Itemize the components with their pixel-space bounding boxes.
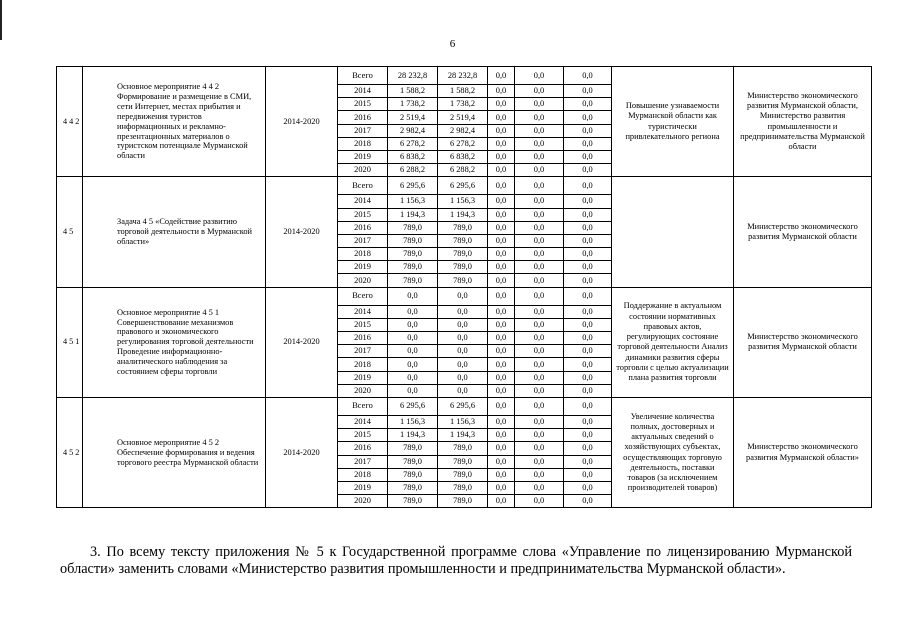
amount-cell: 0,0: [515, 287, 564, 305]
amount-cell: 0,0: [564, 495, 612, 508]
amount-cell: 0,0: [564, 137, 612, 150]
year-cell: Всего: [338, 397, 388, 415]
year-cell: 2015: [338, 429, 388, 442]
amount-cell: 1 588,2: [388, 85, 438, 98]
activity-name-cell: Основное мероприятие 4 5 2 Обеспечение формирования и ведения торгового реестра Мурманской области: [83, 397, 266, 507]
amount-cell: 789,0: [438, 234, 488, 247]
amount-cell: 0,0: [488, 85, 515, 98]
amount-cell: 0,0: [515, 221, 564, 234]
amount-cell: 789,0: [388, 468, 438, 481]
amount-cell: 0,0: [488, 261, 515, 274]
executor-cell: Министерство экономического развития Мурманской области»: [734, 397, 872, 507]
amount-cell: 0,0: [564, 318, 612, 331]
executor-cell: Министерство экономического развития Мурманской области, Министерство развития промышленности и предпринимательства Мурманской области: [734, 67, 872, 177]
year-cell: 2014: [338, 195, 388, 208]
amount-cell: 789,0: [388, 455, 438, 468]
amount-cell: 0,0: [438, 384, 488, 397]
amount-cell: 0,0: [564, 397, 612, 415]
table-row: [57, 397, 872, 415]
table-row: [57, 67, 872, 85]
year-cell: Всего: [338, 287, 388, 305]
amount-cell: 1 156,3: [438, 415, 488, 428]
amount-cell: 0,0: [564, 287, 612, 305]
executor-cell: Министерство экономического развития Мурманской области: [734, 177, 872, 287]
amount-cell: 0,0: [564, 468, 612, 481]
year-cell: 2016: [338, 332, 388, 345]
amount-cell: 0,0: [515, 455, 564, 468]
amount-cell: 0,0: [388, 371, 438, 384]
amount-cell: 0,0: [488, 442, 515, 455]
page-number: 6: [449, 38, 456, 50]
amount-cell: 0,0: [488, 287, 515, 305]
amount-cell: 789,0: [438, 481, 488, 494]
amount-cell: 789,0: [388, 248, 438, 261]
year-cell: 2017: [338, 234, 388, 247]
amount-cell: 28 232,8: [438, 67, 488, 85]
amount-cell: 0,0: [515, 481, 564, 494]
amount-cell: 0,0: [515, 358, 564, 371]
amount-cell: 789,0: [388, 495, 438, 508]
amount-cell: 0,0: [564, 274, 612, 287]
amount-cell: 0,0: [515, 371, 564, 384]
period-cell: 2014-2020: [266, 397, 338, 507]
amount-cell: 1 194,3: [438, 208, 488, 221]
amount-cell: 0,0: [564, 371, 612, 384]
amount-cell: 789,0: [438, 221, 488, 234]
period-cell: 2014-2020: [266, 287, 338, 397]
amount-cell: 0,0: [438, 345, 488, 358]
amount-cell: 0,0: [515, 208, 564, 221]
year-cell: Всего: [338, 67, 388, 85]
amount-cell: 0,0: [564, 455, 612, 468]
amount-cell: 0,0: [488, 208, 515, 221]
amount-cell: 0,0: [488, 332, 515, 345]
period-cell: 2014-2020: [266, 177, 338, 287]
amount-cell: 0,0: [515, 318, 564, 331]
amount-cell: 0,0: [488, 248, 515, 261]
amount-cell: 0,0: [564, 98, 612, 111]
amount-cell: 0,0: [488, 98, 515, 111]
table-body: [57, 67, 872, 508]
amount-cell: 0,0: [438, 287, 488, 305]
amount-cell: 0,0: [564, 442, 612, 455]
amount-cell: 0,0: [515, 305, 564, 318]
amount-cell: 6 278,2: [438, 137, 488, 150]
amount-cell: 789,0: [388, 234, 438, 247]
amount-cell: 1 156,3: [388, 195, 438, 208]
amount-cell: 0,0: [488, 67, 515, 85]
year-cell: 2014: [338, 415, 388, 428]
amount-cell: 0,0: [564, 177, 612, 195]
amount-cell: 789,0: [438, 442, 488, 455]
amount-cell: 0,0: [515, 98, 564, 111]
amount-cell: 0,0: [488, 495, 515, 508]
year-cell: 2018: [338, 358, 388, 371]
amount-cell: 0,0: [488, 429, 515, 442]
amount-cell: 0,0: [564, 429, 612, 442]
amount-cell: 0,0: [515, 468, 564, 481]
amount-cell: 0,0: [564, 150, 612, 163]
amount-cell: 1 738,2: [388, 98, 438, 111]
amount-cell: 1 588,2: [438, 85, 488, 98]
year-cell: 2020: [338, 384, 388, 397]
amount-cell: 0,0: [488, 111, 515, 124]
amount-cell: 0,0: [488, 137, 515, 150]
year-cell: 2017: [338, 455, 388, 468]
year-cell: 2019: [338, 261, 388, 274]
amount-cell: 6 295,6: [388, 397, 438, 415]
amount-cell: 0,0: [515, 415, 564, 428]
amount-cell: 0,0: [388, 318, 438, 331]
amount-cell: 0,0: [515, 234, 564, 247]
amount-cell: 6 288,2: [438, 164, 488, 177]
amount-cell: 0,0: [515, 261, 564, 274]
amount-cell: 0,0: [438, 358, 488, 371]
year-cell: 2016: [338, 442, 388, 455]
amount-cell: 0,0: [515, 384, 564, 397]
amount-cell: 0,0: [564, 305, 612, 318]
amount-cell: 0,0: [488, 384, 515, 397]
amount-cell: 789,0: [438, 495, 488, 508]
year-cell: 2014: [338, 305, 388, 318]
amount-cell: 0,0: [564, 208, 612, 221]
year-cell: 2020: [338, 164, 388, 177]
amount-cell: 0,0: [564, 358, 612, 371]
amount-cell: 0,0: [488, 177, 515, 195]
row-code-cell: 4 4 2: [57, 67, 83, 177]
result-indicator-cell: Увеличение количества полных, достоверных и актуальных сведений о хозяйствующих субъектах, осуществляющих торговую деятельность, поставки товаров (за исключением производителей товаров): [612, 397, 734, 507]
year-cell: 2015: [338, 98, 388, 111]
amount-cell: 1 194,3: [388, 208, 438, 221]
amount-cell: 0,0: [515, 495, 564, 508]
amount-cell: 0,0: [488, 150, 515, 163]
amount-cell: 0,0: [564, 261, 612, 274]
amount-cell: 1 738,2: [438, 98, 488, 111]
table-row: [57, 177, 872, 195]
year-cell: 2015: [338, 208, 388, 221]
table-row: [57, 287, 872, 305]
amount-cell: 789,0: [438, 248, 488, 261]
amount-cell: 0,0: [564, 332, 612, 345]
amount-cell: 0,0: [564, 85, 612, 98]
amount-cell: 0,0: [515, 397, 564, 415]
amount-cell: 0,0: [564, 67, 612, 85]
amount-cell: 0,0: [564, 164, 612, 177]
amount-cell: 0,0: [488, 195, 515, 208]
amount-cell: 0,0: [564, 111, 612, 124]
period-cell: 2014-2020: [266, 67, 338, 177]
executor-cell: Министерство экономического развития Мурманской области: [734, 287, 872, 397]
result-indicator-cell: Повышение узнаваемости Мурманской области как туристически привлекательного региона: [612, 67, 734, 177]
amount-cell: 1 156,3: [438, 195, 488, 208]
amount-cell: 789,0: [388, 442, 438, 455]
amount-cell: 6 295,6: [388, 177, 438, 195]
amount-cell: 0,0: [515, 177, 564, 195]
amount-cell: 789,0: [438, 455, 488, 468]
amount-cell: 0,0: [488, 397, 515, 415]
row-code-cell: 4 5 2: [57, 397, 83, 507]
amount-cell: 2 519,4: [388, 111, 438, 124]
amount-cell: 0,0: [488, 358, 515, 371]
amount-cell: 2 982,4: [438, 124, 488, 137]
year-cell: 2019: [338, 150, 388, 163]
amount-cell: 0,0: [388, 287, 438, 305]
year-cell: 2020: [338, 495, 388, 508]
amount-cell: 6 295,6: [438, 177, 488, 195]
amount-cell: 0,0: [388, 358, 438, 371]
amount-cell: 0,0: [515, 111, 564, 124]
amount-cell: 0,0: [388, 384, 438, 397]
row-code-cell: 4 5: [57, 177, 83, 287]
year-cell: 2016: [338, 111, 388, 124]
amount-cell: 0,0: [564, 345, 612, 358]
activity-name-cell: Задача 4 5 «Содействие развитию торговой деятельности в Мурманской области»: [83, 177, 266, 287]
amount-cell: 0,0: [488, 415, 515, 428]
amount-cell: 0,0: [488, 124, 515, 137]
year-cell: 2017: [338, 124, 388, 137]
amount-cell: 6 295,6: [438, 397, 488, 415]
amount-cell: 1 156,3: [388, 415, 438, 428]
amount-cell: 0,0: [515, 67, 564, 85]
amount-cell: 0,0: [564, 124, 612, 137]
amount-cell: 0,0: [488, 481, 515, 494]
scan-edge-mark: [0, 0, 2, 40]
amount-cell: 789,0: [438, 274, 488, 287]
year-cell: 2019: [338, 371, 388, 384]
amount-cell: 0,0: [488, 371, 515, 384]
amount-cell: 6 278,2: [388, 137, 438, 150]
amount-cell: 0,0: [515, 274, 564, 287]
amount-cell: 0,0: [515, 124, 564, 137]
amount-cell: 0,0: [515, 332, 564, 345]
amount-cell: 0,0: [564, 221, 612, 234]
amount-cell: 0,0: [515, 85, 564, 98]
result-indicator-cell: [612, 177, 734, 287]
year-cell: Всего: [338, 177, 388, 195]
amendment-paragraph: 3. По всему тексту приложения № 5 к Государственной программе слова «Управление по лицензированию Мурманской области» заменить словами «Министерство развития промышленности и предпринимательства Мурманской области».: [60, 544, 852, 577]
activity-name-cell: Основное мероприятие 4 5 1 Совершенствование механизмов правового и экономического регулирования торговой деятельности Проведение информационно-аналитического наблюдения за состоянием сферы торговли: [83, 287, 266, 397]
amount-cell: 6 838,2: [438, 150, 488, 163]
amount-cell: 789,0: [438, 261, 488, 274]
amount-cell: 0,0: [564, 384, 612, 397]
amount-cell: 0,0: [488, 164, 515, 177]
amount-cell: 0,0: [515, 429, 564, 442]
year-cell: 2017: [338, 345, 388, 358]
amount-cell: 6 288,2: [388, 164, 438, 177]
year-cell: 2020: [338, 274, 388, 287]
amount-cell: 0,0: [515, 248, 564, 261]
amount-cell: 789,0: [388, 261, 438, 274]
amount-cell: 789,0: [438, 468, 488, 481]
amount-cell: 0,0: [438, 371, 488, 384]
amount-cell: 2 519,4: [438, 111, 488, 124]
amount-cell: 0,0: [488, 221, 515, 234]
amount-cell: 1 194,3: [438, 429, 488, 442]
amount-cell: 1 194,3: [388, 429, 438, 442]
amount-cell: 0,0: [564, 248, 612, 261]
amount-cell: 0,0: [388, 332, 438, 345]
amount-cell: 0,0: [515, 442, 564, 455]
amount-cell: 0,0: [488, 468, 515, 481]
year-cell: 2018: [338, 468, 388, 481]
amount-cell: 0,0: [515, 137, 564, 150]
activity-name-cell: Основное мероприятие 4 4 2 Формирование и размещение в СМИ, сети Интернет, местах прибытия и передвижения туристов информационных и рекламно-презентационных материалов о туристском потенциале Мурманской области: [83, 67, 266, 177]
amount-cell: 0,0: [564, 481, 612, 494]
amount-cell: 0,0: [515, 150, 564, 163]
amount-cell: 0,0: [438, 318, 488, 331]
amount-cell: 0,0: [488, 318, 515, 331]
amount-cell: 0,0: [488, 455, 515, 468]
year-cell: 2018: [338, 248, 388, 261]
amount-cell: 28 232,8: [388, 67, 438, 85]
year-cell: 2015: [338, 318, 388, 331]
year-cell: 2016: [338, 221, 388, 234]
amount-cell: 6 838,2: [388, 150, 438, 163]
amount-cell: 789,0: [388, 221, 438, 234]
amount-cell: 0,0: [564, 234, 612, 247]
amount-cell: 0,0: [515, 345, 564, 358]
amount-cell: 0,0: [388, 305, 438, 318]
amount-cell: 0,0: [438, 332, 488, 345]
amount-cell: 0,0: [488, 305, 515, 318]
year-cell: 2018: [338, 137, 388, 150]
amount-cell: 2 982,4: [388, 124, 438, 137]
amount-cell: 0,0: [564, 195, 612, 208]
amount-cell: 789,0: [388, 274, 438, 287]
amount-cell: 0,0: [515, 164, 564, 177]
amount-cell: 0,0: [564, 415, 612, 428]
year-cell: 2014: [338, 85, 388, 98]
amount-cell: 0,0: [388, 345, 438, 358]
year-cell: 2019: [338, 481, 388, 494]
amount-cell: 0,0: [488, 234, 515, 247]
amount-cell: 0,0: [488, 274, 515, 287]
row-code-cell: 4 5 1: [57, 287, 83, 397]
amount-cell: 789,0: [388, 481, 438, 494]
financing-table: [56, 66, 872, 508]
amount-cell: 0,0: [438, 305, 488, 318]
result-indicator-cell: Поддержание в актуальном состоянии нормативных правовых актов, регулирующих состояние торговой деятельности Анализ динамики развития сферы торговли с целью актуализации плана развития торговли: [612, 287, 734, 397]
amount-cell: 0,0: [488, 345, 515, 358]
amount-cell: 0,0: [515, 195, 564, 208]
